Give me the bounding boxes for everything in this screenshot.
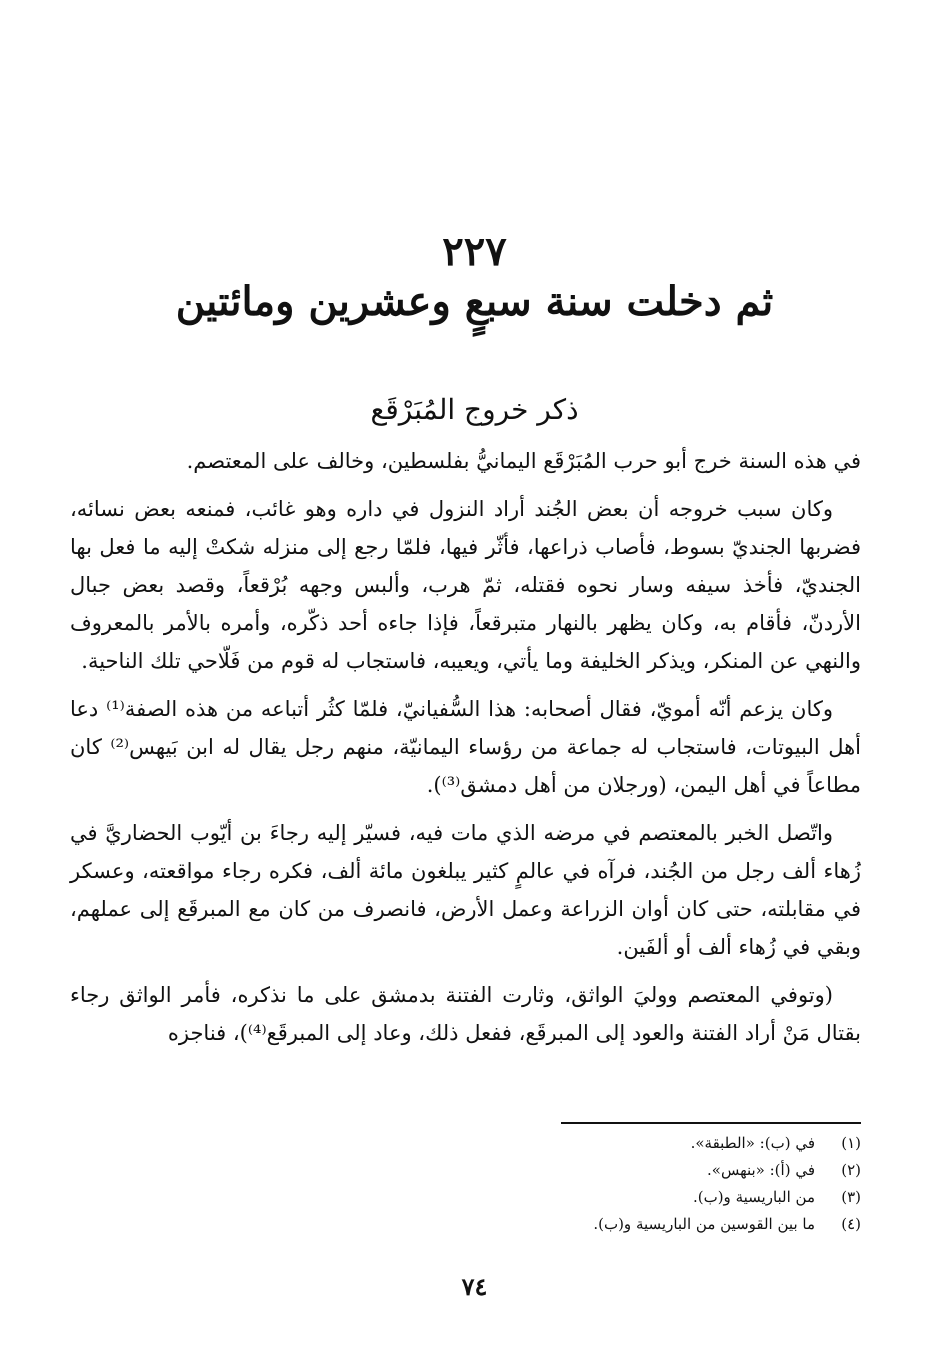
footnote-divider [561,1122,861,1124]
footnote-item [300,1184,861,1211]
footnote-text: في (أ): «بنهس». [707,1161,815,1179]
year-title: ثم دخلت سنة سبعٍ وعشرين ومائتين [175,278,774,325]
footnote-item [300,1130,861,1157]
section-heading: ذكر خروج المُبَرْقَع [370,393,579,426]
paragraph: وكان سبب خروجه أن بعض الجُند أراد النزول في داره وهو غائب، فمنعه بعض نسائه، فضربها الجنديّ بسوط، فأصاب ذراعها، فأثّر فيها، فلمّا رجع إلى منزله شكتْ إليه ما فعل بها الجنديّ، فأخذ سيفه وسار نحوه فقتله، ثمّ هرب، وألبس وجهه بُرْقعاً، وقصد بعض جبال الأردنّ، فأقام به، وكان يظهر بالنهار متبرقعاً، فإذا جاءه أحد ذكّره، وأمره بالأمر بالمعروف والنهي عن المنكر، ويذكر الخليفة وما يأتي، ويعيبه، فاستجاب له قوم من فَلّاحي تلك الناحية. [70,497,861,673]
paragraph: في هذه السنة خرج أبو حرب المُبَرْقَع اليمانيُّ بفلسطين، وخالف على المعتصم. [186,449,861,473]
footnote-text: ما بين القوسين من الباريسية و(ب). [593,1215,815,1233]
page-number: ٧٤ [461,1272,488,1301]
paragraph: واتّصل الخبر بالمعتصم في مرضه الذي مات فيه، فسيّر إليه رجاءَ بن أيّوب الحضاريَّ في زُهاء ألف رجل من الجُند، فرآه في عالمٍ كثير يبلغون مائة ألف، فكره رجاء مواقعته، وعسكر في مقابلته، حتى كان أوان الزراعة وعمل الأرض، فانصرف من كان مع المبرقَع إلى عملهم، وبقي في زُهاء ألف أو ألفَين. [70,821,861,959]
paragraph: (وتوفي المعتصم ووليَ الواثق، وثارت الفتنة بدمشق على ما نذكره، فأمر الواثق رجاء بقتال مَنْ أراد الفتنة والعود إلى المبرقَع، ففعل ذلك، وعاد إلى المبرقَع⁽⁴⁾)، فناجزه [70,983,861,1045]
footnote-item [300,1211,861,1238]
body-text [70,442,861,1062]
footnote-number: (٢) [841,1161,861,1179]
paragraph: وكان يزعم أنّه أمويّ، فقال أصحابه: هذا السُّفيانيّ، فلمّا كثُر أتباعه من هذه الصفة⁽¹⁾ دعا أهل البيوتات، فاستجاب له جماعة من رؤساء اليمانيّة، منهم رجل يقال له ابن بَيهس⁽²⁾ كان مطاعاً في أهل اليمن، (ورجلان من أهل دمشق⁽³⁾). [70,697,862,797]
year-number: ٢٢٧ [442,228,507,275]
footnote-text: من الباريسية و(ب). [692,1188,815,1206]
footnote-text: في (ب): «الطبقة». [690,1134,815,1152]
footnotes [300,1130,861,1238]
footnote-number: (١) [841,1134,861,1152]
footnote-number: (٣) [841,1188,861,1206]
footnote-item [300,1157,861,1184]
footnote-number: (٤) [841,1215,861,1233]
